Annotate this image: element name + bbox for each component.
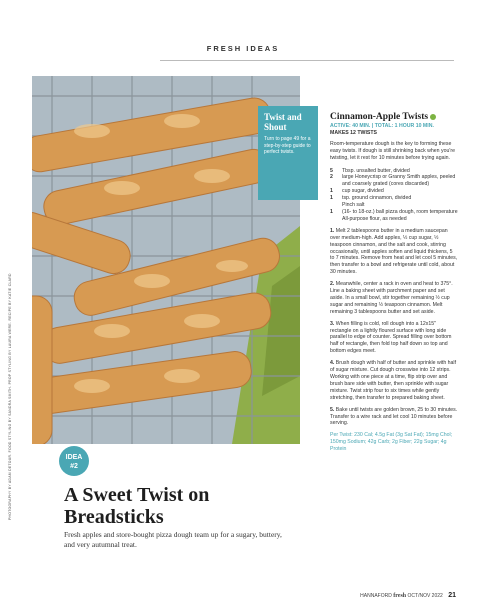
page-footer: [360, 592, 456, 599]
twist-box-title: Twist and Shout: [264, 112, 302, 132]
recipe-makes: MAKES 12 TWISTS: [330, 129, 377, 136]
step-text: Brush dough with half of butter and sprinkle with half of sugar mixture. Cut dough crosswise into 12 strips. Working with one piece at a time, flip strip over and brush bare side with butter, then sprinkle with sugar mixture. Twist strip four to six times while gently stretching, then transfer to prepared baking sheet.: [330, 360, 457, 401]
recipe-intro: Room-temperature dough is the key to forming these easy twists. If dough is still shrinking back when you're twisting, let it rest for 10 minutes before trying again.: [330, 140, 455, 161]
step-number: 3.: [330, 320, 335, 327]
ingredient-qty: 1: [330, 208, 333, 215]
recipe-times: ACTIVE: 40 MIN. | TOTAL: 1 HOUR 10 MIN.: [330, 123, 434, 129]
twist-box-body: Turn to page 49 for a step-by-step guide to perfect twists.: [264, 136, 311, 155]
page-number: 21: [448, 592, 456, 599]
recipe-column: [330, 112, 458, 453]
idea-badge-number: #2: [70, 463, 78, 470]
idea-badge-label: IDEA: [65, 454, 83, 461]
twist-and-shout-box: [258, 106, 318, 200]
step-text: Melt 2 tablespoons butter in a medium saucepan over medium-high. Add apples, ½ cup sugar, ½ teaspoon cinnamon, and the salt and cook, stirring occasionally, until apples soften and liquid thickens, 5 to 7 minutes. Remove from heat and let cool 5 minutes, then transfer to a bowl and refrigerate until cold, about 30 minutes.: [330, 227, 458, 276]
ingredient-name: (16- to 18-oz.) ball pizza dough, room temperature: [342, 208, 458, 215]
ingredient-qty: 5: [330, 167, 333, 174]
ingredient-name: large Honeycrisp or Granny Smith apples, peeled and coarsely grated (cores discarded): [342, 174, 456, 188]
step-number: 5.: [330, 406, 335, 413]
ingredients-list: [330, 168, 458, 223]
step-number: 4.: [330, 360, 335, 367]
recipe-yield: [330, 130, 458, 137]
recipe-step: [330, 407, 458, 428]
step-text: When filling is cold, roll dough into a 12x15" rectangle on a lightly floured surface with long side parallel to edge of counter. Spread filling over bottom half of rectangle, then fold top half down so top and bottom edges meet.: [330, 320, 452, 355]
ingredient-item: [330, 216, 458, 223]
ingredient-qty: 2: [330, 174, 333, 181]
recipe-step: [330, 228, 458, 276]
idea-badge: [59, 446, 89, 476]
ingredient-item: [330, 195, 458, 202]
dek: Fresh apples and store-bought pizza dough team up for a sugary, buttery, and very autumnal treat.: [64, 530, 282, 549]
step-number: 1.: [330, 227, 335, 234]
step-text: Bake until twists are golden brown, 25 to 30 minutes. Transfer to a wire rack and let cool 10 minutes before serving.: [330, 406, 458, 427]
header-divider: [160, 60, 454, 61]
recipe-step: [330, 360, 458, 401]
ingredient-name: Tbsp. unsalted butter, divided: [342, 167, 410, 174]
recipe-active-time: ACTIVE: 40 MIN.: [330, 123, 371, 129]
ingredient-item: [330, 202, 458, 209]
step-text: Meanwhile, center a rack in oven and heat to 375°. Line a baking sheet with parchment paper and set aside. In a small bowl, stir together remaining ½ cup sugar and remaining ½ teaspoon cinnamon. Melt remaining 3 tablespoons butter and set aside.: [330, 281, 453, 315]
ingredient-qty: 1: [330, 195, 333, 202]
recipe-dot-icon: [430, 114, 436, 120]
ingredient-qty: [330, 202, 342, 209]
ingredient-item: [330, 168, 458, 175]
ingredient-item: [330, 209, 458, 216]
ingredient-qty: [330, 216, 342, 223]
recipe-title-text: Cinnamon-Apple Twists: [330, 112, 429, 122]
ingredient-item: [330, 174, 458, 188]
ingredient-name: tsp. ground cinnamon, divided: [342, 195, 412, 202]
footer-issue: OCT/NOV 2022: [407, 593, 443, 599]
ingredient-item: [330, 188, 458, 195]
step-number: 2.: [330, 281, 335, 288]
ingredient-name: Pinch salt: [342, 202, 365, 209]
recipe-step: [330, 281, 458, 316]
photo-credit: PHOTOGRAPHY BY ADAM DETOUR. FOOD STYLING BY SANDRA SMITH. PROP STYLING BY LAURA WERE. RECIPE BY KATIE CLARD: [8, 273, 12, 520]
section-title: FRESH IDEAS: [206, 44, 280, 53]
headline: A Sweet Twist on Breadsticks: [64, 484, 210, 528]
footer-magazine: fresh: [393, 593, 407, 599]
recipe-total-time: TOTAL: 1 HOUR 10 MIN.: [374, 123, 434, 129]
nutrition-info: Per Twist: 230 Cal; 4.5g Fat (3g Sat Fat); 15mg Chol; 150mg Sodium; 42g Carb; 2g Fiber; 22g Sugar; 4g Protein: [330, 432, 453, 453]
recipe-title: [330, 112, 458, 123]
ingredient-name: All-purpose flour, as needed: [342, 215, 407, 222]
recipe-step: [330, 321, 458, 356]
ingredient-qty: 1: [330, 188, 333, 195]
ingredient-name: cup sugar, divided: [342, 188, 384, 195]
footer-brand: HANNAFORD: [360, 593, 392, 599]
